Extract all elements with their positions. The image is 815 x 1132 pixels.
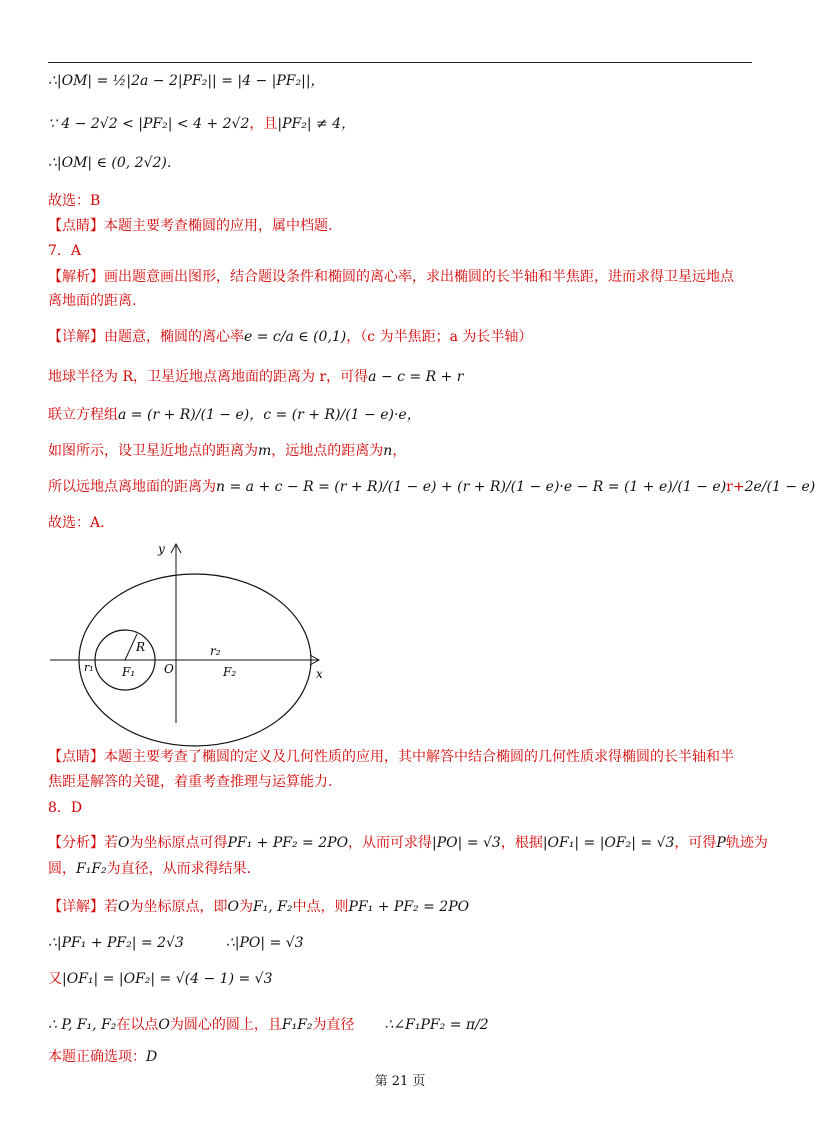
text-system: 联立方程组 xyxy=(48,407,118,423)
text-circle: 圆， xyxy=(48,861,76,877)
detail-8-line4 xyxy=(48,1014,489,1036)
math-o-4: O xyxy=(158,1017,170,1033)
answer-6: 故选：B xyxy=(48,193,101,209)
label-f2: F₂ xyxy=(223,665,237,679)
analysis-7-line2: 离地面的距离. xyxy=(48,293,137,309)
answer-7: 故选：A. xyxy=(48,515,105,531)
math-system: a = (r + R)/(1 − e)，c = (r + R)/(1 − e)·e， xyxy=(118,407,421,423)
detail-7-result xyxy=(48,476,815,498)
text-analysis-8: 【分析】若 xyxy=(48,835,118,851)
text-locus: 轨迹为 xyxy=(725,835,768,851)
text-center: 为圆心的圆上，且 xyxy=(169,1017,282,1033)
math-angle: ∴∠F₁PF₂ = π/2 xyxy=(384,1017,489,1033)
math-po-2: ∴|PO| = √3 xyxy=(225,935,304,951)
math-of-sqrt: |OF₁| = |OF₂| = √(4 − 1) = √3 xyxy=(62,971,273,987)
final-answer-8 xyxy=(48,1046,157,1068)
math-o-3: O xyxy=(227,899,239,915)
text-diameter: 为直径，从而求得结果. xyxy=(106,861,252,877)
label-o: O xyxy=(164,662,174,676)
math-po: |PO| = √3 xyxy=(432,835,501,851)
math-n: n xyxy=(383,443,393,459)
line-om-range xyxy=(48,152,171,174)
math-n-expression: n = a + c − R = (r + R)/(1 − e) + (r + R)/(1 − e)·e − R = (1 + e)/(1 − e) xyxy=(216,479,727,495)
text-obtain: ，可得 xyxy=(674,835,717,851)
text-origin-2: 为坐标原点，即 xyxy=(129,899,228,915)
math-vector-sum: PF₁ + PF₂ = 2PO xyxy=(227,835,349,851)
text-result: 所以远地点离地面的距离为 xyxy=(48,479,216,495)
math-vector-sum-2: PF₁ + PF₂ = 2PO xyxy=(348,899,470,915)
math-f1f2: F₁F₂ xyxy=(76,861,107,877)
text-far-point: ，远地点的距离为 xyxy=(271,443,384,459)
analysis-8-line1 xyxy=(48,832,768,854)
text-on-circle: 在以点 xyxy=(116,1017,159,1033)
math-points: ∴ P, F₁, F₂ xyxy=(48,1017,117,1033)
text-thus: ，从而可求得 xyxy=(348,835,433,851)
text-note-ca: ，（c 为半焦距；a 为长半轴） xyxy=(346,329,533,345)
text-origin: 为坐标原点可得 xyxy=(129,835,228,851)
analysis-7-line1: 【解析】画出题意画出图形，结合题设条件和椭圆的离心率，求出椭圆的长半轴和半焦距，进而求得卫星远地点 xyxy=(48,269,734,285)
text-r-plus: r+ xyxy=(726,479,745,495)
text-also: 又 xyxy=(48,971,62,987)
label-r: R xyxy=(136,640,146,654)
comment-7-line1: 【点睛】本题主要考查了椭圆的定义及几何性质的应用，其中解答中结合椭圆的几何性质求得椭圆的长半轴和半 xyxy=(48,749,734,765)
line-om-abs xyxy=(48,70,325,92)
header-rule xyxy=(48,62,752,63)
text-according: ，根据 xyxy=(500,835,543,851)
math-m: m xyxy=(258,443,272,459)
math-f1f2-2: F₁F₂ xyxy=(281,1017,313,1033)
detail-8-line2 xyxy=(48,932,304,954)
question-8-heading: 8．D xyxy=(48,800,83,816)
ellipse-figure xyxy=(40,535,340,735)
detail-8-line1 xyxy=(48,896,469,918)
label-f1: F₁ xyxy=(122,665,136,679)
label-r1: r₁ xyxy=(84,661,94,674)
math-om-abs: ∴|OM| = ½|2a − 2|PF₂|| = |4 − |PF₂||， xyxy=(48,73,325,89)
math-2e-term: 2e/(1 − e) xyxy=(744,479,815,495)
text-earth-radius: 地球半径为 R，卫星近地点离地面的距离为 r，可得 xyxy=(48,369,369,385)
text-diameter-2: 为直径 xyxy=(312,1017,355,1033)
math-pf2-neq: |PF₂| ≠ 4， xyxy=(277,116,356,132)
math-d: D xyxy=(146,1049,158,1065)
text-detail-7: 【详解】由题意，椭圆的离心率 xyxy=(48,329,244,345)
math-eccentricity: e = c/a ∈ (0,1) xyxy=(244,329,347,345)
comment-7-line2: 焦距是解答的关键，着重考查推理与运算能力. xyxy=(48,774,333,790)
math-of: |OF₁| = |OF₂| = √3 xyxy=(542,835,675,851)
text-midpoint: 中点，则 xyxy=(292,899,349,915)
comment-6: 【点睛】本题主要考查椭圆的应用，属中档题. xyxy=(48,218,333,234)
detail-7-radius xyxy=(48,366,463,388)
label-y: y xyxy=(158,542,165,556)
page-number: 第 21 页 xyxy=(374,1074,426,1089)
text-comma: ， xyxy=(392,443,407,459)
math-f1-f2: F₁, F₂ xyxy=(252,899,293,915)
text-and: ，且 xyxy=(249,116,278,132)
detail-8-line3 xyxy=(48,968,273,990)
text-detail-8: 【详解】若 xyxy=(48,899,118,915)
math-a-minus-c: a − c = R + r xyxy=(368,369,464,385)
detail-7-system xyxy=(48,404,421,426)
math-o-1: O xyxy=(118,835,130,851)
math-o-2: O xyxy=(118,899,130,915)
math-pf2-range: ∵ 4 − 2√2 < |PF₂| < 4 + 2√2 xyxy=(48,116,250,132)
text-correct-option: 本题正确选项： xyxy=(48,1049,146,1065)
math-abs-sum: ∴|PF₁ + PF₂| = 2√3 xyxy=(48,935,184,951)
label-x: x xyxy=(316,667,323,681)
detail-7-eccentricity xyxy=(48,326,532,348)
math-p: P xyxy=(716,835,726,851)
label-r2: r₂ xyxy=(210,644,221,658)
analysis-8-line2 xyxy=(48,858,251,880)
detail-7-figure-ref xyxy=(48,440,406,462)
text-as: 为 xyxy=(238,899,253,915)
text-figure-ref: 如图所示，设卫星近地点的距离为 xyxy=(48,443,258,459)
line-pf2-range xyxy=(48,113,355,135)
math-om-range: ∴|OM| ∈ (0, 2√2). xyxy=(48,155,172,171)
question-7-heading: 7．A xyxy=(48,243,82,259)
